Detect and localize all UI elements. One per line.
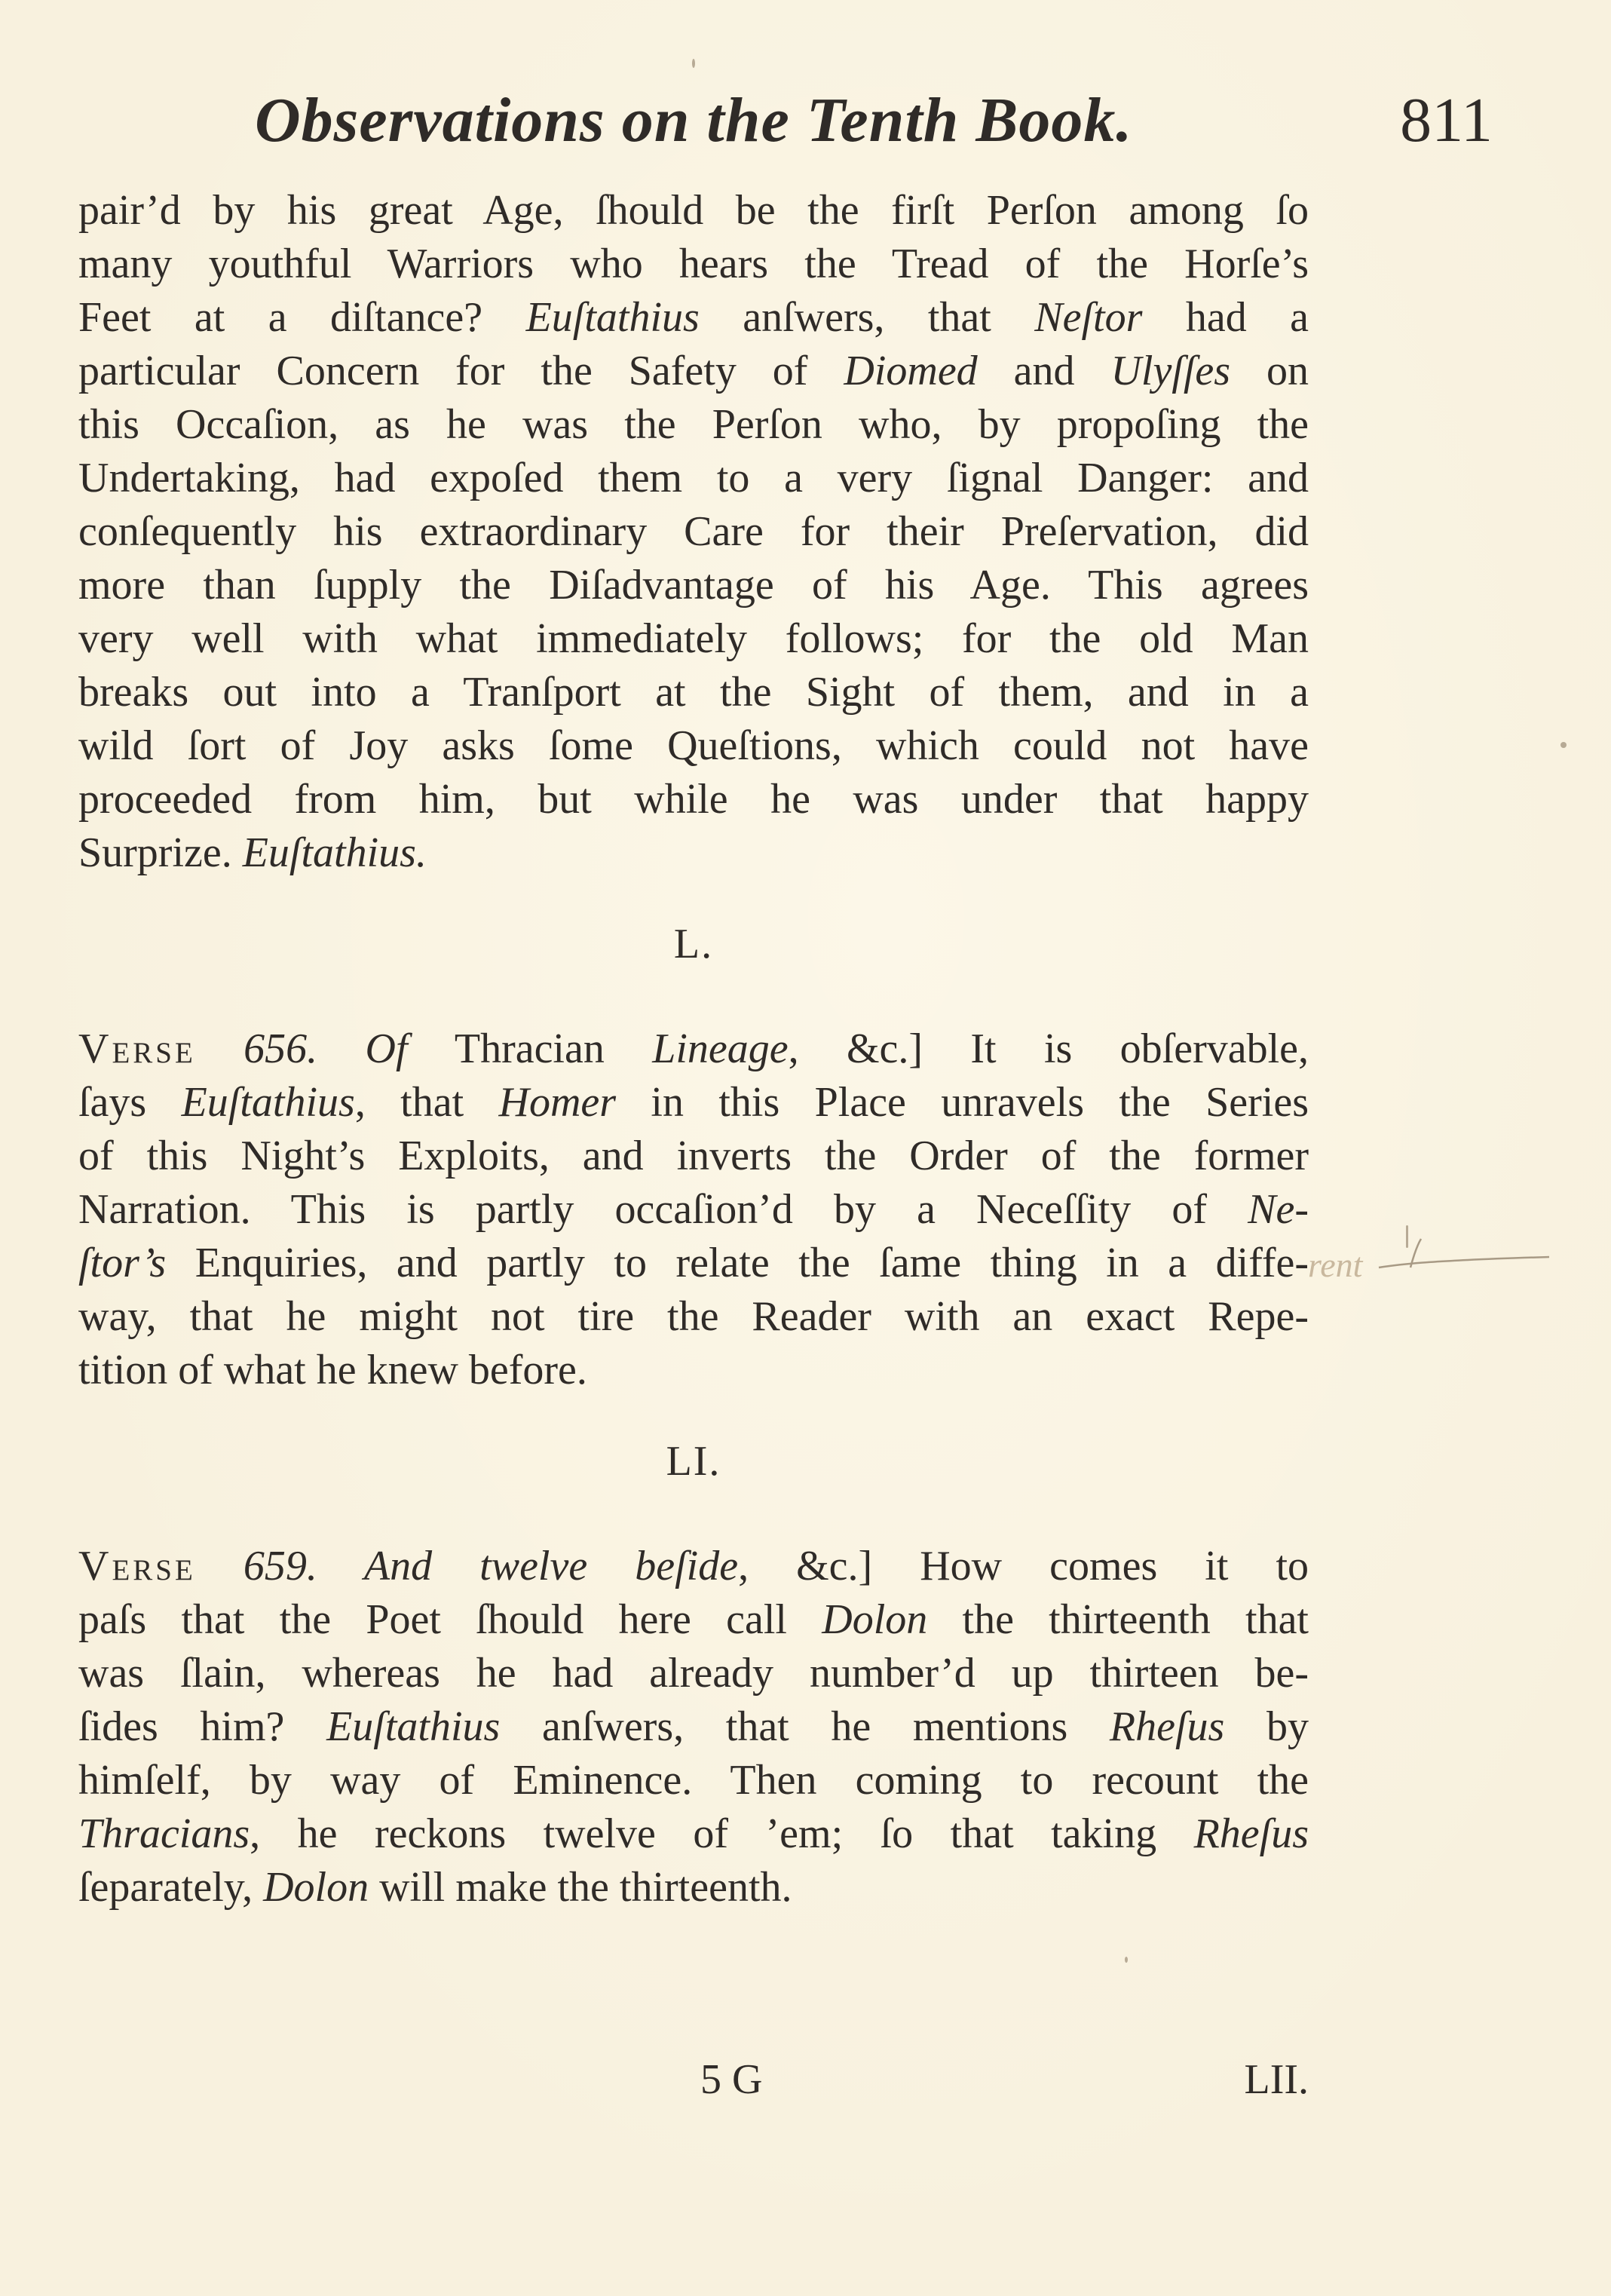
text-run: proceeded from him, but while he was under that happy — [78, 776, 1309, 823]
text-run: wild ſort of Joy asks ſome Queſtions, which could not have — [78, 722, 1309, 769]
section-li-paragraph — [78, 1540, 1309, 1914]
text-run: Thracian — [407, 1025, 653, 1072]
text-run: ſeparately, — [78, 1864, 264, 1911]
italic-run: Dolon — [822, 1596, 928, 1643]
italic-run: Dolon — [263, 1864, 369, 1911]
text-line — [78, 1700, 1309, 1754]
text-run: by — [1224, 1703, 1309, 1750]
text-run: , that — [354, 1079, 499, 1126]
text-run — [196, 1025, 243, 1072]
text-line — [78, 1540, 1309, 1593]
text-run: , he reckons twelve of ’em; ſo that taking — [250, 1810, 1194, 1857]
paragraph-continuation — [78, 184, 1309, 880]
text-run: particular Concern for the Safety of — [78, 348, 844, 394]
text-run: this Occaſion, as he was the Perſon who, by propoſing the — [78, 401, 1309, 448]
section-l-paragraph — [78, 1022, 1309, 1397]
text-run: in this Place unravels the Series — [616, 1079, 1309, 1126]
page-footer — [78, 2049, 1309, 2110]
text-line — [78, 1754, 1309, 1807]
italic-run: ſtor’s — [78, 1240, 167, 1286]
text-line — [78, 719, 1309, 773]
text-run: pair’d by his great Age, ſhould be the firſt Perſon among ſo — [78, 187, 1309, 234]
text-line — [78, 612, 1309, 666]
text-run: anſwers, that he mentions — [500, 1703, 1110, 1750]
text-run: tition of what he knew before. — [78, 1347, 587, 1393]
italic-run: Euſtathius. — [242, 829, 427, 876]
text-run: had a — [1142, 294, 1309, 341]
text-line — [78, 452, 1309, 505]
italic-run: Neſtor — [1034, 294, 1143, 341]
text-run: himſelf, by way of Eminence. Then coming to recount the — [78, 1757, 1309, 1804]
italic-run: Euſtathius — [326, 1703, 501, 1750]
page-number: 811 — [1400, 85, 1493, 155]
text-line — [78, 1807, 1309, 1861]
text-run: on — [1230, 348, 1309, 394]
text-line — [78, 345, 1309, 398]
running-head: Observations on the Tenth Book. — [255, 85, 1133, 155]
text-line — [78, 238, 1309, 291]
italic-run: Rheſus — [1193, 1810, 1309, 1857]
body-text — [78, 184, 1309, 1914]
text-run: more than ſupply the Diſadvantage of his Age. This agrees — [78, 562, 1309, 608]
text-line — [78, 1183, 1309, 1237]
text-run: , &c.] How comes it to — [738, 1543, 1309, 1589]
text-line — [78, 291, 1309, 345]
paper-speck — [1125, 1957, 1128, 1963]
text-run: paſs that the Poet ſhould here call — [78, 1596, 822, 1643]
text-line — [78, 826, 1309, 880]
italic-run: Rheſus — [1109, 1703, 1225, 1750]
text-run: Surprize. — [78, 829, 243, 876]
text-run: ſays — [78, 1079, 182, 1126]
text-line — [78, 1076, 1309, 1130]
text-run: will make the thirteenth. — [369, 1864, 792, 1911]
italic-run: Ulyſſes — [1110, 348, 1231, 394]
text-line — [78, 1593, 1309, 1647]
paper-speck — [1406, 1225, 1408, 1248]
text-line — [78, 1861, 1309, 1914]
text-run: ſides him? — [78, 1703, 327, 1750]
text-run: very well with what immediately follows; for the old Man — [78, 615, 1309, 662]
text-line — [78, 666, 1309, 719]
text-line — [78, 398, 1309, 452]
italic-run: 656. Of — [243, 1025, 408, 1072]
text-run: the thirteenth that — [927, 1596, 1309, 1643]
text-run: anſwers, that — [699, 294, 1035, 341]
text-line — [78, 505, 1309, 559]
italic-run: Homer — [498, 1079, 617, 1126]
text-run: Undertaking, had expoſed them to a very ſignal Danger: and — [78, 455, 1309, 501]
text-run: way, that he might not tire the Reader with an exact Repe- — [78, 1293, 1309, 1340]
text-line — [78, 1022, 1309, 1076]
italic-run: Euſtathius — [525, 294, 700, 341]
text-line — [78, 559, 1309, 612]
text-line — [78, 1647, 1309, 1700]
text-line — [78, 1130, 1309, 1183]
text-line — [78, 1344, 1309, 1397]
page-header — [75, 75, 1493, 166]
text-run: Feet at a diſtance? — [78, 294, 526, 341]
italic-run: Ne- — [1248, 1186, 1309, 1233]
text-line — [78, 184, 1309, 238]
text-line — [78, 773, 1309, 826]
text-run: Narration. This is partly occaſion’d by a Neceſſity of — [78, 1186, 1248, 1233]
italic-run: Lineage — [652, 1025, 789, 1072]
text-run: was ſlain, whereas he had already number’d up thirteen be- — [78, 1650, 1309, 1697]
signature-mark: 5 G — [700, 2056, 763, 2103]
italic-run: 659. And twelve beſide — [243, 1543, 739, 1589]
paper-speck — [692, 59, 695, 68]
italic-run: Thracians — [78, 1810, 250, 1857]
italic-run: Diomed — [844, 348, 978, 394]
margin-annotation-text: rent — [1308, 1246, 1363, 1284]
text-run: breaks out into a Tranſport at the Sight of them, and in a — [78, 669, 1309, 716]
text-run: Enquiries, and partly to relate the ſame thing in a diffe- — [166, 1240, 1309, 1286]
margin-annotation — [1308, 1246, 1549, 1286]
italic-run: Euſtathius — [181, 1079, 355, 1126]
small-caps-run: Verse — [78, 1025, 196, 1072]
text-run: conſequently his extraordinary Care for their Preſervation, did — [78, 508, 1309, 555]
text-run: many youthful Warriors who hears the Tread of the Horſe’s — [78, 241, 1309, 287]
text-run: of this Night’s Exploits, and inverts the Order of the former — [78, 1133, 1309, 1179]
paper-speck — [1560, 742, 1567, 748]
text-run: , &c.] It is obſervable, — [788, 1025, 1309, 1072]
text-run: and — [977, 348, 1111, 394]
text-line — [78, 1290, 1309, 1344]
pencil-stroke-icon — [1377, 1237, 1551, 1290]
small-caps-run: Verse — [78, 1543, 196, 1589]
text-run — [196, 1543, 243, 1589]
text-line — [78, 1237, 1309, 1290]
section-heading-l: L. — [673, 921, 714, 967]
catchword: LII. — [1244, 2056, 1309, 2103]
section-heading-li: LI. — [666, 1438, 721, 1485]
